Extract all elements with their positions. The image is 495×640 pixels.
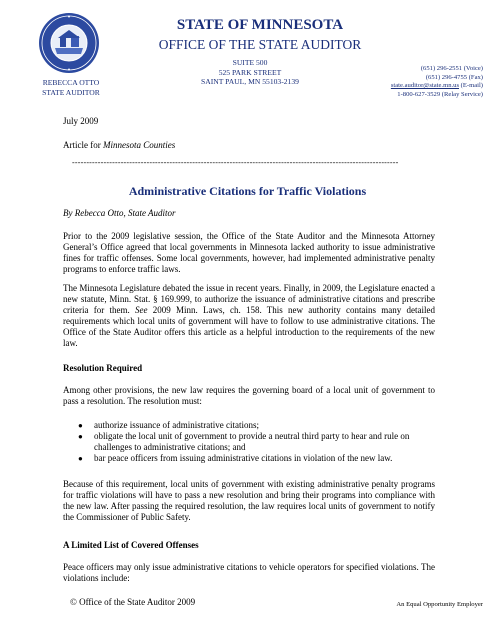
paragraph-resolution: Among other provisions, the new law requires the governing board of a local unit of government to pass a resolution. The resolution must: xyxy=(63,385,435,406)
letterhead-contacts xyxy=(355,65,483,99)
letterhead-state: STATE OF MINNESOTA xyxy=(176,17,344,33)
document-date: July 2009 xyxy=(63,116,99,126)
paragraph-text: The Minnesota Legislature debated the issue in recent years. Finally, in 2009, the Legislature enacted a new statute, Minn. Stat. § 169.999, to authorize the issuance of administrative citations and prescribe criteria for them. xyxy=(63,283,435,315)
heading-covered-offenses: A Limited List of Covered Offenses xyxy=(63,540,199,550)
list-item: ● authorize issuance of administrative citations; xyxy=(78,420,259,430)
heading-resolution-required: Resolution Required xyxy=(63,363,143,373)
resolution-requirements-list xyxy=(78,420,443,464)
divider: ------------------------------------------------------------------------------------------------------------------ xyxy=(72,158,399,167)
auditor-name: REBECCA OTTO xyxy=(42,78,100,87)
bullet-icon: ● xyxy=(78,432,83,441)
article-target: Minnesota Counties xyxy=(102,140,176,150)
letterhead-address xyxy=(190,58,310,87)
footer-equal-opportunity: An Equal Opportunity Employer xyxy=(396,601,483,608)
address-line: 525 PARK STREET xyxy=(218,67,282,77)
email-link[interactable]: state.auditor@state.mn.us xyxy=(390,82,460,90)
paragraph-compliance: Because of this requirement, local units of government with existing administrative penalty programs for traffic violations will have to pass a new resolution and bring their programs into compliance with the new law. After passing the required resolution, the law requires local units of government to notify the Commissioner of Public Safety. xyxy=(63,479,435,522)
list-item: ● obligate the local unit of government to provide a neutral third party to hear and rule on challenges to administrative citations; and xyxy=(78,431,410,452)
byline: By Rebecca Otto, State Auditor xyxy=(63,208,176,218)
footer-copyright: © Office of the State Auditor 2009 xyxy=(70,597,196,607)
auditor-title: STATE AUDITOR xyxy=(42,88,100,97)
document-title: Administrative Citations for Traffic Violations xyxy=(128,184,367,198)
state-auditor-seal xyxy=(38,12,100,74)
article-prefix: Article for xyxy=(63,140,103,150)
see-signal: See xyxy=(134,305,148,315)
article-line xyxy=(63,140,175,150)
relay-service: 1-800-627-3529 (Relay Service) xyxy=(397,90,483,98)
paragraph-legislature xyxy=(63,283,435,349)
paragraph-intro: Prior to the 2009 legislative session, the Office of the State Auditor and the Minnesota Attorney General’s Office agreed that local governments in Minnesota lacked authority to issue administrative fines for traffic offenses. Some local governments, however, had implemented administrative penalty programs to enforce traffic laws. xyxy=(63,231,435,274)
paragraph-text: 2009 Minn. Laws, ch. 158. This new authority contains many detailed requirements which local units of government will have to follow to use administrative citations. The Office of the State Auditor offers this article as a helpful introduction to the requirements of the new law. xyxy=(63,305,435,348)
bullet-icon: ● xyxy=(78,454,83,463)
address-line: SAINT PAUL, MN 55103-2139 xyxy=(201,77,299,86)
letterhead-office: OFFICE OF THE STATE AUDITOR xyxy=(158,37,362,52)
paragraph-offenses: Peace officers may only issue administrative citations to vehicle operators for specified violations. The violations include: xyxy=(63,562,435,583)
address-line: SUITE 500 xyxy=(232,58,268,67)
email-line xyxy=(355,82,483,91)
list-item: ● bar peace officers from issuing administrative citations in violation of the new law. xyxy=(78,453,393,463)
auditor-signature-block xyxy=(26,78,116,98)
email-suffix: (E-mail) xyxy=(459,82,483,90)
fax-number: (651) 296-4755 (Fax) xyxy=(425,73,483,81)
bullet-icon: ● xyxy=(78,421,83,430)
voice-phone: (651) 296-2551 (Voice) xyxy=(420,65,483,72)
